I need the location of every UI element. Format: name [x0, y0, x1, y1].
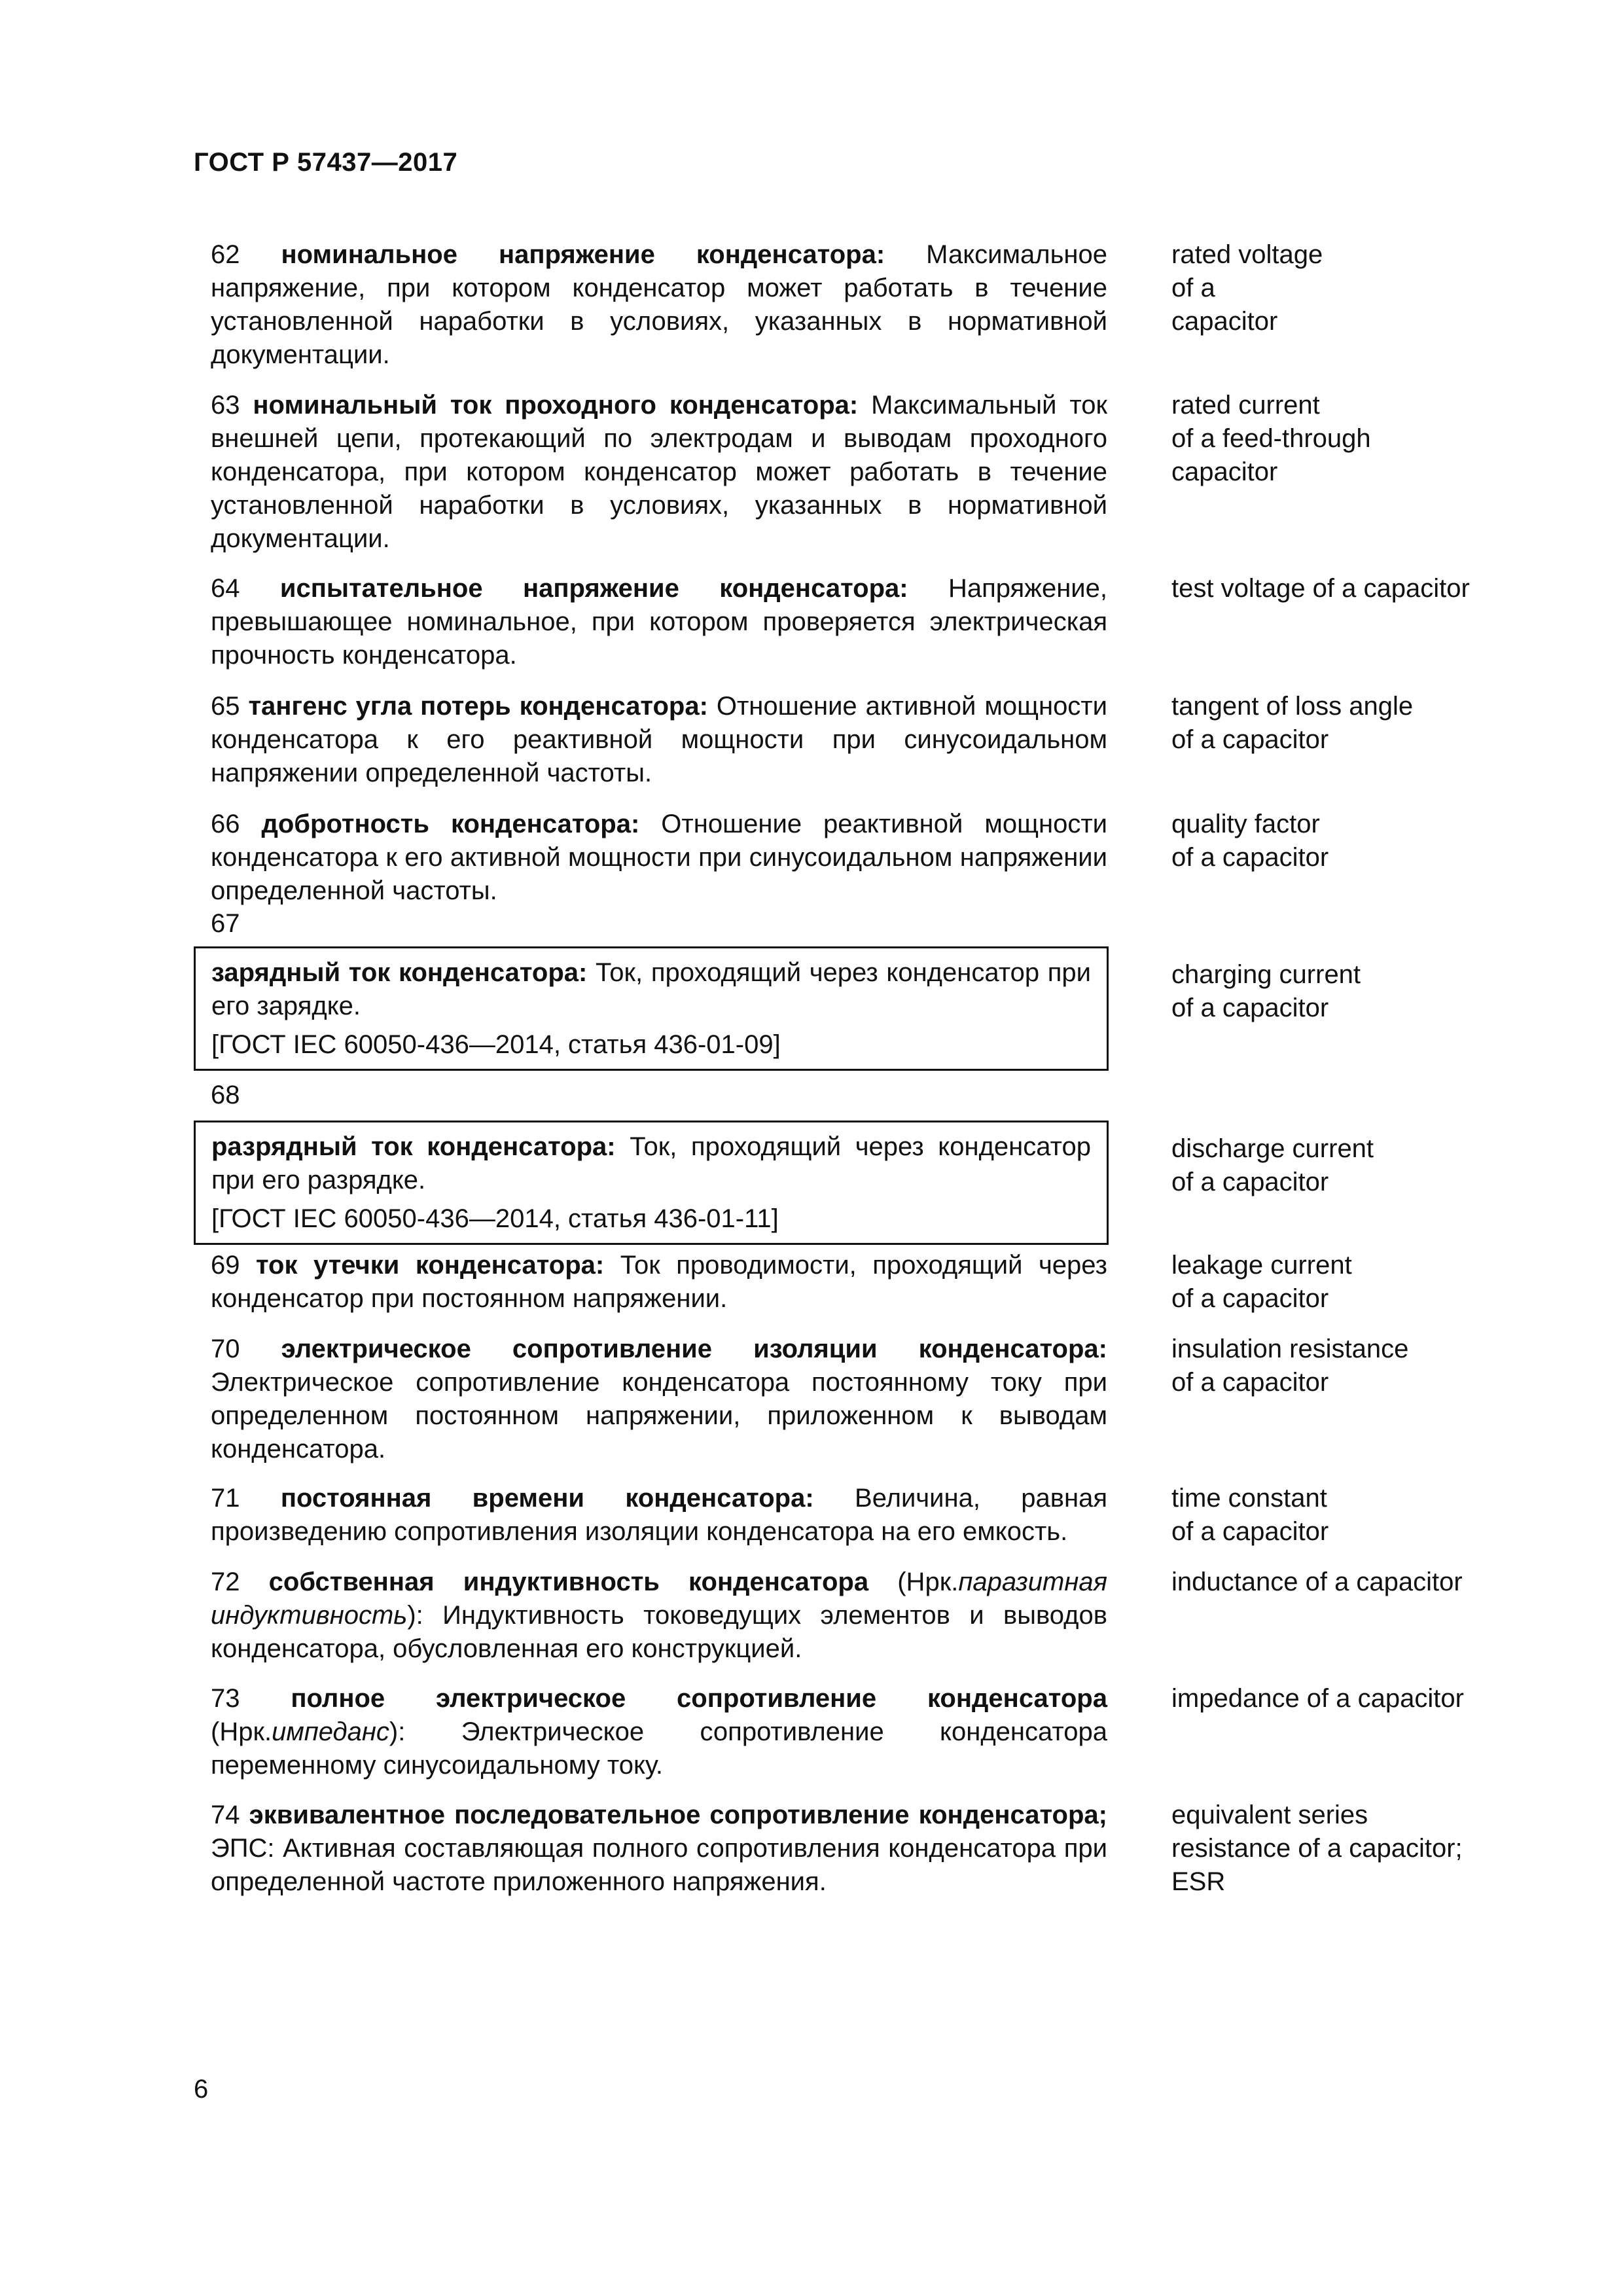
term-definition: Ток, проходящий через конденсатор при его зарядке. [211, 958, 1091, 1020]
term-definition: Напряжение, превышающее номинальное, при котором проверяется электрическая прочность конденсатора. [211, 574, 1107, 670]
term-name: добротность конденсатора: [261, 810, 640, 838]
term-definition: Электрическое сопротивление конденсатора переменному синусоидальному току. [211, 1717, 1107, 1780]
term-entry-72 [211, 1566, 1107, 1666]
english-equivalent-72: inductance of a capacitor [1171, 1568, 1463, 1596]
entry-number-67: 67 [211, 909, 240, 938]
term-box-definition [211, 956, 1091, 1023]
term-name: испытательное напряжение конденсатора: [279, 574, 908, 603]
term-entry-74 [211, 1799, 1107, 1899]
term-name: зарядный ток конденсатора: [211, 958, 588, 987]
entry-number: 65 [211, 692, 240, 721]
term-name: постоянная времени конденсатора: [280, 1484, 814, 1513]
term-entry-66 [211, 808, 1107, 908]
term-box-68 [194, 1121, 1109, 1245]
entry-number: 63 [211, 391, 240, 420]
source-reference: [ГОСТ IEC 60050-436—2014, статья 436-01-11] [211, 1204, 779, 1233]
term-definition: Электрическое сопротивление конденсатора постоянному току при определенном постоянном напряжении, приложенном к выводам конденсатора. [211, 1368, 1107, 1463]
term-entry-65 [211, 690, 1107, 790]
deprecated-prefix: (Нрк. [897, 1568, 959, 1596]
term-entry-63 [211, 389, 1107, 556]
entry-number: 64 [211, 574, 240, 603]
term-entry-73 [211, 1682, 1107, 1782]
term-entry-62 [211, 238, 1107, 372]
deprecated-suffix: ): [407, 1601, 423, 1630]
entry-number: 72 [211, 1568, 240, 1596]
term-definition: Активная составляющая полного сопротивления конденсатора при определенной частоте приложенного напряжения. [211, 1834, 1107, 1896]
term-definition: Индуктивность токоведущих элементов и выводов конденсатора, обусловленная его конструкцией. [211, 1601, 1108, 1663]
entry-number: 69 [211, 1251, 240, 1280]
source-reference: [ГОСТ IEC 60050-436—2014, статья 436-01-09] [211, 1030, 781, 1059]
term-name: разрядный ток конденсатора: [211, 1132, 616, 1161]
english-equivalent-74: equivalent series resistance of a capacitor; ESR [1171, 1801, 1463, 1896]
deprecated-term: импеданс [272, 1717, 389, 1746]
term-name: тангенс угла потерь конденсатора: [248, 692, 708, 721]
term-box-67 [194, 946, 1109, 1071]
entry-number: 71 [211, 1484, 240, 1513]
term-entry-69 [211, 1249, 1107, 1316]
term-entry-64 [211, 572, 1107, 672]
english-equivalent-63: rated current of a feed-through capacitor [1171, 391, 1371, 486]
entry-number: 66 [211, 810, 240, 838]
term-definition: Максимальный ток внешней цепи, протекающий по электродам и выводам проходного конденсатора, при котором конденсатор может работать в течение установленной наработки в условиях, указанных в нормативной документации. [211, 391, 1108, 553]
english-equivalent-64: test voltage of a capacitor [1171, 574, 1470, 603]
english-equivalent-66: quality factor of a capacitor [1171, 810, 1329, 872]
english-equivalent-65: tangent of loss angle of a capacitor [1171, 692, 1414, 754]
english-equivalent-71: time constant of a capacitor [1171, 1484, 1329, 1546]
term-name: собственная индуктивность конденсатора [268, 1568, 869, 1596]
english-equivalent-70: insulation resistance of a capacitor [1171, 1335, 1409, 1397]
term-entry-70 [211, 1333, 1107, 1466]
document-id: ГОСТ Р 57437—2017 [194, 148, 458, 177]
term-definition: Максимальное напряжение, при котором конденсатор может работать в течение установленной наработки в условиях, указанных в нормативной документации. [211, 240, 1107, 369]
entry-number-68: 68 [211, 1081, 240, 1109]
term-definition: Отношение активной мощности конденсатора к его реактивной мощности при синусоидальном напряжении определенной частоты. [211, 692, 1107, 787]
english-equivalent-73: impedance of a capacitor [1171, 1684, 1464, 1713]
term-definition: Величина, равная произведению сопротивления изоляции конденсатора на его емкость. [211, 1484, 1107, 1546]
entry-number: 73 [211, 1684, 240, 1713]
deprecated-suffix: ): [389, 1717, 406, 1746]
entry-number: 70 [211, 1335, 240, 1363]
term-box-definition [211, 1130, 1091, 1197]
page-number: 6 [194, 2075, 209, 2104]
term-name: эквивалентное последовательное сопротивление конденсатора; [249, 1801, 1107, 1829]
term-name: номинальный ток проходного конденсатора: [253, 391, 859, 420]
term-name: номинальное напряжение конденсатора: [281, 240, 885, 269]
term-definition: Ток проводимости, проходящий через конденсатор при постоянном напряжении. [211, 1251, 1107, 1313]
english-equivalent-68: discharge current of a capacitor [1171, 1134, 1374, 1196]
term-definition: Ток, проходящий через конденсатор при его разрядке. [211, 1132, 1091, 1194]
term-abbreviation: ЭПС: [211, 1834, 275, 1863]
term-definition: Отношение реактивной мощности конденсатора к его активной мощности при синусоидальном напряжении определенной частоты. [211, 810, 1107, 905]
term-entry-71 [211, 1482, 1107, 1549]
deprecated-term: паразитная индуктивность [211, 1568, 1107, 1630]
term-name: полное электрическое сопротивление конденсатора [291, 1684, 1107, 1713]
english-equivalent-69: leakage current of a capacitor [1171, 1251, 1352, 1313]
english-equivalent-67: charging current of a capacitor [1171, 960, 1361, 1022]
term-name: электрическое сопротивление изоляции конденсатора: [281, 1335, 1107, 1363]
english-equivalent-62: rated voltage of a capacitor [1171, 240, 1323, 336]
entry-number: 62 [211, 240, 240, 269]
term-name: ток утечки конденсатора: [255, 1251, 605, 1280]
entry-number: 74 [211, 1801, 240, 1829]
deprecated-prefix: (Нрк. [211, 1717, 272, 1746]
